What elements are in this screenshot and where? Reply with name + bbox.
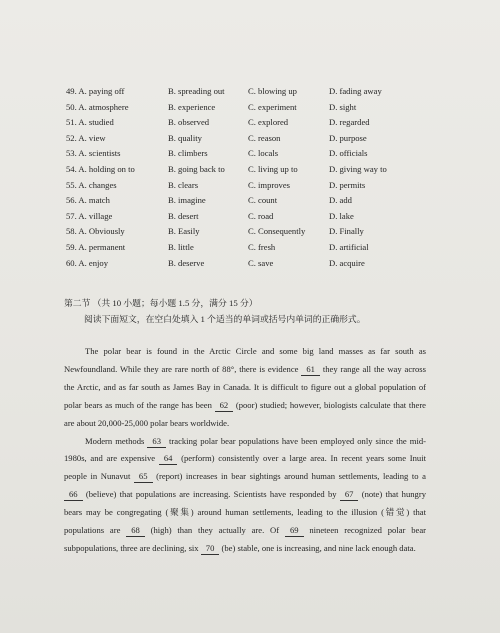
- option-a: 55. A. changes: [66, 179, 117, 190]
- option-row: [66, 256, 419, 272]
- passage-text: nineteen recognized polar bear subpopulations, three are declining, six: [64, 525, 426, 553]
- passage-text: they range all the way across the Arctic, and as far south as James Bay in Canada. It is difficult to figure out a global population of polar bears as much of the range has been: [64, 363, 426, 410]
- option-b: B. little: [168, 241, 194, 252]
- option-c: C. Consequently: [248, 226, 306, 237]
- option-d: D. acquire: [329, 257, 365, 268]
- option-row: [66, 115, 419, 131]
- passage-text: (believe) that populations are increasing. Scientists have responded by: [82, 489, 340, 500]
- option-a: 51. A. studied: [66, 117, 114, 128]
- option-d: D. artificial: [329, 241, 369, 252]
- option-a: 57. A. village: [66, 210, 113, 221]
- blank-69: 69: [285, 525, 304, 537]
- passage-text: (poor) studied; however, biologists calculate that there are about 20,000-25,000 polar bears worldwide.: [64, 399, 426, 428]
- option-d: D. giving way to: [329, 163, 387, 174]
- passage-text: (high) than they actually are. Of: [144, 525, 285, 536]
- option-c: C. road: [248, 210, 274, 221]
- option-c: C. living up to: [248, 163, 298, 174]
- blank-66: 66: [64, 489, 83, 501]
- passage-text: tracking polar bear populations have been employed only since the mid-1980s, and are expensive: [64, 435, 426, 464]
- passage-text: The polar bear is found in the Arctic Circle and some big land masses as far south as Newfoundland. While they are rare north of 88°, there is evidence: [64, 346, 426, 374]
- option-row: [66, 146, 419, 162]
- blank-70: 70: [201, 543, 220, 555]
- section-instruction: 阅读下面短文，在空白处填入 1 个适当的单词或括号内单词的正确形式。: [84, 314, 366, 324]
- options-table-body: [66, 84, 419, 271]
- option-b: B. Easily: [168, 226, 200, 237]
- option-b: B. observed: [168, 117, 210, 128]
- passage-text: (perform) consistently over a large area. In recent years some Inuit people in Nunavut: [64, 453, 426, 482]
- option-row: [66, 84, 419, 100]
- blank-63: 63: [147, 436, 166, 448]
- option-b: B. quality: [168, 132, 202, 143]
- option-b: B. climbers: [168, 148, 208, 159]
- option-d: D. regarded: [329, 117, 370, 128]
- blank-67: 67: [340, 489, 359, 501]
- option-c: C. improves: [248, 179, 291, 190]
- blank-68: 68: [126, 525, 145, 537]
- option-b: B. clears: [168, 179, 199, 190]
- option-c: C. locals: [248, 148, 279, 159]
- option-d: D. officials: [329, 148, 368, 159]
- option-row: [66, 178, 419, 194]
- option-d: D. add: [329, 195, 352, 206]
- option-d: D. lake: [329, 210, 354, 221]
- option-c: C. blowing up: [248, 86, 297, 96]
- option-c: C. experiment: [248, 101, 297, 112]
- passage-text: (note) that hungry bears may be congregating (聚集) around human settlements, leading to the illusion (错觉) that populations are: [64, 489, 426, 536]
- option-a: 59. A. permanent: [66, 241, 126, 252]
- option-a: 60. A. enjoy: [66, 257, 109, 268]
- passage-text: Modern methods: [85, 435, 148, 446]
- option-b: B. desert: [168, 210, 199, 221]
- option-row: [66, 209, 419, 225]
- passage: [64, 343, 426, 558]
- option-a: 49. A. paying off: [66, 86, 125, 96]
- option-a: 56. A. match: [66, 195, 110, 206]
- option-row: [66, 193, 419, 209]
- option-row: [66, 240, 419, 256]
- option-a: 54. A. holding on to: [66, 163, 135, 174]
- option-b: B. imagine: [168, 195, 206, 206]
- option-b: B. spreading out: [168, 86, 225, 96]
- option-c: C. reason: [248, 132, 281, 143]
- option-b: B. deserve: [168, 257, 205, 268]
- passage-paragraph-1: [64, 343, 426, 433]
- options-table: [66, 84, 419, 271]
- option-row: [66, 224, 419, 240]
- option-a: 52. A. view: [66, 132, 106, 143]
- option-d: D. Finally: [329, 226, 364, 237]
- option-c: C. count: [248, 195, 278, 206]
- passage-text: (be) stable, one is increasing, and nine lack enough data.: [219, 542, 416, 553]
- option-row: [66, 131, 419, 147]
- option-d: D. sight: [329, 101, 357, 112]
- option-d: D. fading away: [329, 86, 382, 96]
- option-d: D. purpose: [329, 132, 367, 143]
- blank-65: 65: [134, 471, 153, 483]
- option-d: D. permits: [329, 179, 366, 190]
- option-c: C. fresh: [248, 241, 276, 252]
- blank-62: 62: [215, 400, 234, 412]
- passage-paragraph-2: [64, 433, 426, 558]
- option-row: [66, 162, 419, 178]
- option-a: 58. A. Obviously: [66, 226, 125, 237]
- option-a: 50. A. atmosphere: [66, 101, 129, 112]
- passage-text: (report) increases in bear sightings around human settlements, leading to a: [152, 471, 426, 482]
- section-title: 第二节 （共 10 小题；每小题 1.5 分，满分 15 分）: [64, 298, 258, 308]
- option-row: [66, 100, 419, 116]
- blank-64: 64: [159, 453, 178, 465]
- option-a: 53. A. scientists: [66, 148, 121, 159]
- option-b: B. experience: [168, 101, 216, 112]
- option-c: C. save: [248, 257, 274, 268]
- blank-61: 61: [301, 364, 320, 376]
- option-b: B. going back to: [168, 163, 225, 174]
- option-c: C. explored: [248, 117, 289, 128]
